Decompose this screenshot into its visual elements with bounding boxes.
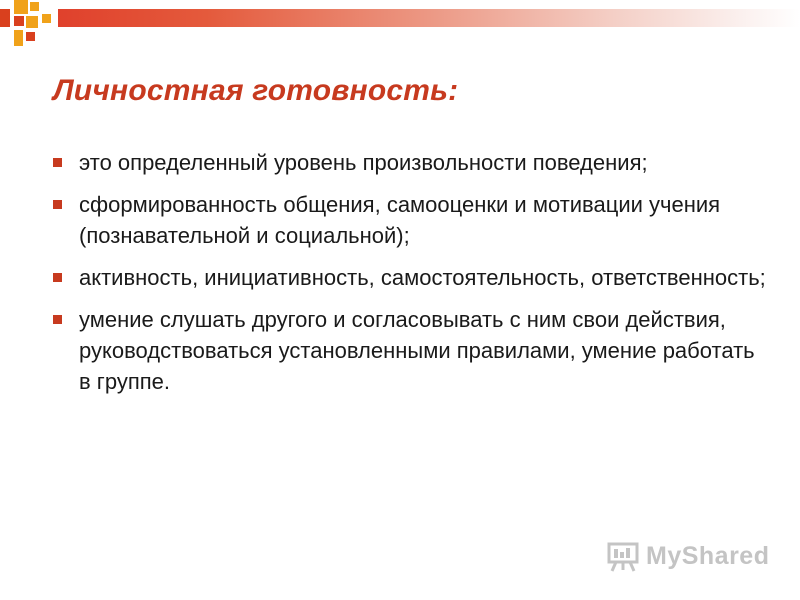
- bullet-item: [50, 304, 770, 397]
- deco-square-orange-low: [14, 30, 23, 46]
- bullet-text: умение слушать другого и согласовывать с ним свои действия, руководствоваться установленными правилами, умение работать в группе.: [79, 307, 755, 394]
- bullet-item: [50, 189, 770, 251]
- bullet-item: [50, 262, 770, 293]
- deco-square-orange-mid: [26, 16, 38, 28]
- slide-title: Личностная готовность:: [53, 74, 459, 107]
- deco-square-orange-small: [30, 2, 39, 11]
- deco-square-red-small: [14, 16, 24, 26]
- presentation-board-icon: [606, 540, 640, 572]
- bullet-text: это определенный уровень произвольности поведения;: [79, 150, 648, 175]
- watermark: [606, 538, 769, 574]
- header-gradient-bar: [58, 9, 800, 27]
- watermark-text: MyShared: [646, 541, 770, 570]
- square-bullet-icon: [53, 315, 62, 324]
- deco-square-red-low: [26, 32, 35, 41]
- bullet-list: [50, 147, 770, 408]
- square-bullet-icon: [53, 273, 62, 282]
- bullet-text: сформированность общения, самооценки и мотивации учения (познавательной и социальной);: [79, 192, 721, 248]
- square-bullet-icon: [53, 200, 62, 209]
- bullet-item: [50, 147, 770, 178]
- deco-square-orange: [14, 0, 28, 14]
- bullet-text: активность, инициативность, самостоятельность, ответственность;: [79, 265, 766, 290]
- square-bullet-icon: [53, 158, 62, 167]
- deco-square-orange-right: [42, 14, 51, 23]
- deco-square-red: [0, 9, 10, 27]
- corner-decoration: [0, 0, 64, 48]
